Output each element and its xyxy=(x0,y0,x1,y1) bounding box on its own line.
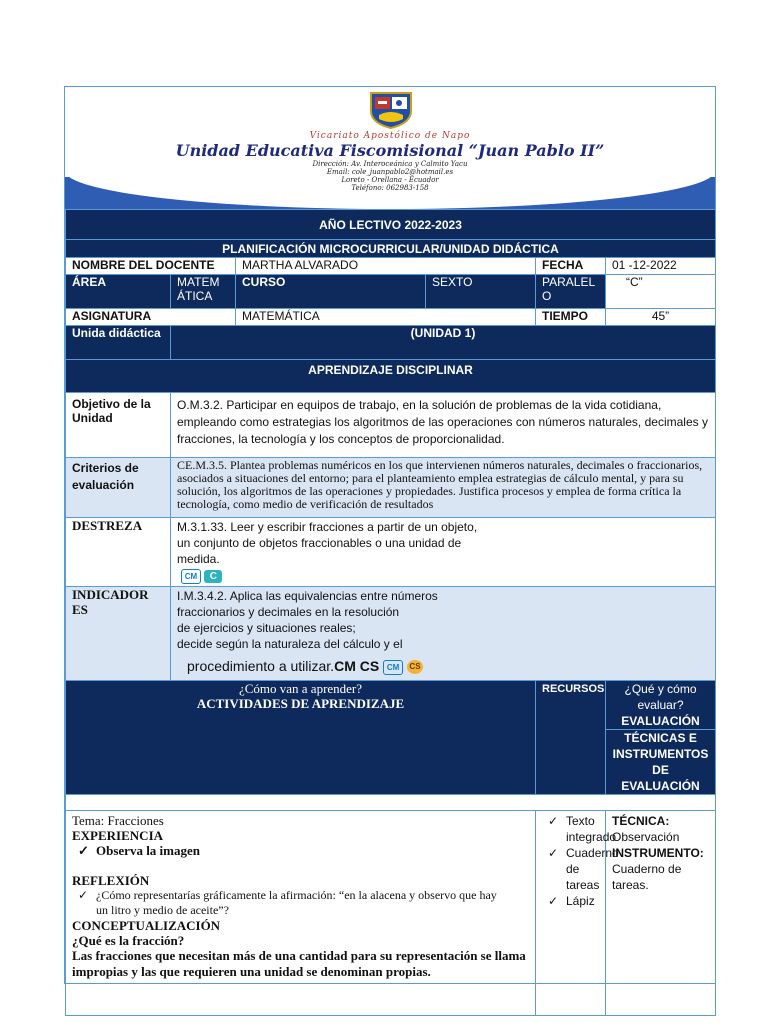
objetivo-text: O.M.3.2. Participar en equipos de trabajo, en la solución de problemas de la vida cotidiana, empleando como estrategias los algoritmos de las operaciones con números naturales, decimales y fracciones, la tecnología y los conceptos de proporcionalidad. xyxy=(177,398,708,446)
cm-icon: CM xyxy=(383,660,403,675)
row-asignatura xyxy=(66,309,716,326)
evaluacion-label: EVALUACIÓN xyxy=(606,713,715,730)
criterios-text: CE.M.3.5. Plantea problemas numéricos en los que intervienen números naturales, decimales o fraccionarios, asociados a situaciones del entorno; para el planteamiento emplea estrategias de cálculo mental, y para su solución, los algoritmos de las operaciones y propiedades. Justifica procesos y emplea de forma crítica la tecnología, como medio de verificación de resultados xyxy=(177,458,703,511)
row-planificacion xyxy=(66,240,716,258)
cs-icon: CS xyxy=(407,660,423,674)
unidad-label: Unida didáctica xyxy=(72,326,161,340)
indicadores-line-2: fraccionarios y decimales en la resolución xyxy=(177,605,400,619)
indicadores-label-line-1: INDICADOR xyxy=(72,587,149,602)
email-line: Email: cole_juanpablo2@hotmail.es xyxy=(326,168,454,176)
docente-label: NOMBRE DEL DOCENTE xyxy=(72,258,215,272)
school-header xyxy=(65,87,715,209)
indicadores-line-4: decide según la naturaleza del cálculo y el xyxy=(177,637,403,651)
c-icon: C xyxy=(204,570,222,583)
planificacion-title: PLANIFICACIÓN MICROCURRICULAR/UNIDAD DIDÁCTICA xyxy=(222,241,559,256)
area-value-line-2: ÁTICA xyxy=(177,289,213,303)
ano-lectivo-text: AÑO LECTIVO 2022-2023 xyxy=(319,217,462,232)
como-aprender-line-2: ACTIVIDADES DE APRENDIZAJE xyxy=(196,696,405,711)
paralelo-value: “C” xyxy=(626,275,643,289)
row-activity xyxy=(66,811,716,1016)
indicadores-line-3: de ejercicios y situaciones reales; xyxy=(177,621,356,635)
instrumento-label: INSTRUMENTO: xyxy=(612,846,704,860)
docente-value: MARTHA ALVARADO xyxy=(242,258,359,272)
curso-label: CURSO xyxy=(242,275,286,289)
paralelo-label-line-1: PARALEL xyxy=(542,275,596,289)
fecha-label: FECHA xyxy=(542,258,584,272)
unidad-value: (UNIDAD 1) xyxy=(410,326,476,340)
phone-line: Teléfono: 062983-158 xyxy=(351,184,429,192)
tiempo-value: 45” xyxy=(651,309,670,323)
destreza-line-3: medida. xyxy=(177,552,220,566)
planning-document xyxy=(64,86,716,984)
indicadores-label-line-2: ES xyxy=(72,602,88,617)
observa-item: ✓ Observa la imagen xyxy=(72,843,529,858)
row-spacer xyxy=(66,795,716,811)
row-criterios xyxy=(66,458,716,518)
resources-list xyxy=(542,813,619,909)
criterios-label: Criterios de evaluación xyxy=(72,461,139,492)
objetivo-label: Objetivo de la Unidad xyxy=(72,397,151,425)
que-evaluar: ¿Qué y cómo evaluar? xyxy=(624,682,697,712)
location-line: Loreto - Orellana - Ecuador xyxy=(341,176,439,184)
row-indicadores xyxy=(66,587,716,681)
tecnicas-line-3: EVALUACIÓN xyxy=(621,779,700,793)
asignatura-label: ASIGNATURA xyxy=(72,309,152,323)
tiempo-label: TIEMPO xyxy=(542,309,589,323)
indicadores-last-line: procedimiento a utilizar. xyxy=(187,658,335,674)
address-line: Dirección: Av. Interoceánica y Calmito Yacu xyxy=(312,160,468,168)
row-docente xyxy=(66,258,716,275)
vicariato-text: Vicariato Apostólico de Napo xyxy=(309,131,471,141)
aprendizaje-title: APRENDIZAJE DISCIPLINAR xyxy=(308,363,473,377)
resource-item: ✓ Lápiz xyxy=(542,893,599,909)
school-name: Unidad Educativa Fiscomisional “Juan Pablo II” xyxy=(175,141,605,160)
row-objetivo xyxy=(66,393,716,458)
school-crest-logo xyxy=(365,89,417,129)
como-aprender-line-1: ¿Cómo van a aprender? xyxy=(238,681,363,696)
definicion-text: Las fracciones que necesitan más de una cantidad para su representación se llama impropias y las que requieren una unidad se denominan propias. xyxy=(72,948,526,979)
row-unidad xyxy=(66,326,716,360)
area-label: ÁREA xyxy=(72,275,107,289)
destreza-line-1: M.3.1.33. Leer y escribir fracciones a partir de un objeto, xyxy=(177,520,478,534)
fecha-value: 01 -12-2022 xyxy=(612,258,677,272)
experiencia-heading: EXPERIENCIA xyxy=(72,828,164,843)
destreza-line-2: un conjunto de objetos fraccionables o una unidad de xyxy=(177,536,462,550)
curso-value: SEXTO xyxy=(432,275,473,289)
instrumento-value: Cuaderno de tareas. xyxy=(612,862,682,892)
row-destreza xyxy=(66,518,716,587)
recursos-label: RECURSOS xyxy=(542,683,605,695)
row-aprendizaje xyxy=(66,360,716,393)
row-area xyxy=(66,275,716,309)
area-value-line-1: MATEM xyxy=(177,275,220,289)
paralelo-label-line-2: O xyxy=(542,289,552,303)
cm-icon: CM xyxy=(181,569,201,584)
tecnicas-line-1: TÉCNICAS E xyxy=(624,731,697,745)
tecnicas-line-2: INSTRUMENTOS DE xyxy=(612,747,709,777)
resource-item: ✓ Cuaderno de tareas xyxy=(542,845,599,893)
tecnica-label: TÉCNICA: xyxy=(612,814,670,828)
row-actividades-header xyxy=(66,681,716,795)
conceptualizacion-heading: CONCEPTUALIZACIÓN xyxy=(72,918,221,933)
resource-item: ✓ Texto integrado xyxy=(542,813,599,845)
asignatura-value: MATEMÁTICA xyxy=(242,309,320,323)
destreza-label: DESTREZA xyxy=(72,518,143,533)
tecnica-value: Observación xyxy=(612,830,680,844)
que-es-fraccion: ¿Qué es la fracción? xyxy=(72,933,185,948)
pregunta-item: ✓ ¿Cómo representarías gráficamente la afirmación: “en la alacena y observo que hay un litro y medio de aceite”? xyxy=(72,888,529,918)
tema-text: Tema: Fracciones xyxy=(72,813,164,828)
planning-table xyxy=(65,209,716,1016)
reflexion-heading: REFLEXIÓN xyxy=(72,873,150,888)
indicadores-codes: CM CS xyxy=(334,658,380,674)
row-ano-lectivo xyxy=(66,210,716,240)
indicadores-line-1: I.M.3.4.2. Aplica las equivalencias entre números xyxy=(177,589,438,603)
